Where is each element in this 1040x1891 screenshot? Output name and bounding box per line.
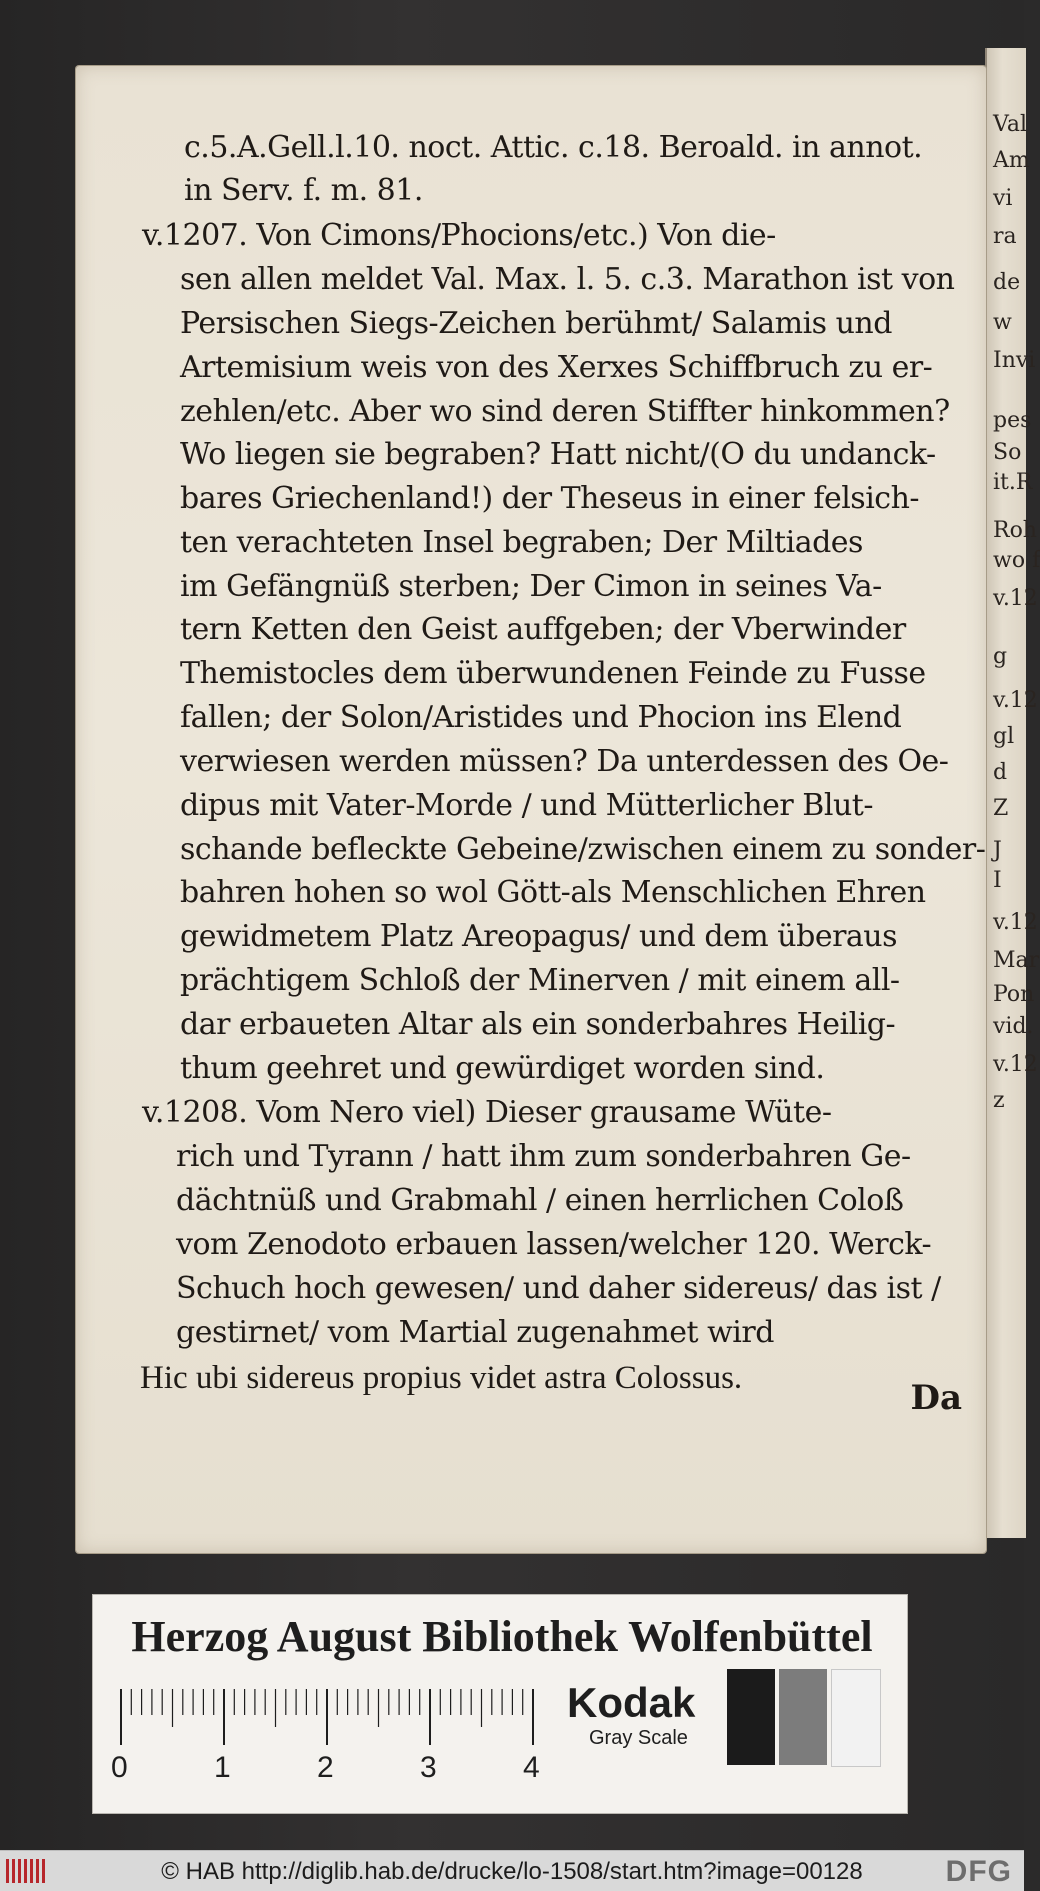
text-line: dächtnüß und Grabmahl / einen herrlichen Coloß	[176, 1183, 904, 1218]
ruler-label: 1	[214, 1751, 231, 1784]
library-title: Herzog August Bibliothek Wolfenbüttel	[131, 1612, 873, 1661]
text-line: Themistocles dem überwundenen Feinde zu Fusse	[180, 656, 926, 691]
text-line: dipus mit Vater-Morde / und Mütterlicher Blut-	[180, 788, 873, 823]
ruler-label: 3	[420, 1751, 437, 1784]
next-page-fragment: it.R	[993, 470, 1033, 495]
text-line: ten verachteten Insel begraben; Der Miltiades	[180, 525, 863, 560]
next-page-fragment: Invi	[993, 348, 1036, 373]
catchword: Da	[910, 1378, 962, 1418]
text-line: v.1208. Vom Nero viel) Dieser grausame Wüte-	[142, 1095, 832, 1130]
text-line: v.1207. Von Cimons/Phocions/etc.) Von die-	[142, 218, 776, 253]
page-text	[76, 66, 986, 1553]
book-page	[76, 66, 986, 1553]
text-line: zehlen/etc. Aber wo sind deren Stiffter hinkommen?	[180, 394, 950, 429]
text-line: rich und Tyrann / hatt ihm zum sonderbahren Ge-	[176, 1139, 911, 1174]
text-line: Persischen Siegs-Zeichen berühmt/ Salamis und	[180, 306, 892, 341]
next-page-fragment: Roh	[993, 518, 1037, 543]
next-page-fragment: vid.	[993, 1014, 1034, 1039]
next-page-fragment: I	[993, 868, 1002, 893]
footer-copyright-link[interactable]: © HAB http://diglib.hab.de/drucke/lo-1508/start.htm?image=00128	[161, 1858, 863, 1885]
next-page-fragment: d	[993, 760, 1008, 785]
dfg-logo: DFG	[945, 1855, 1012, 1888]
next-page-fragment: ra	[993, 224, 1017, 249]
next-page-fragment: Z	[993, 796, 1009, 821]
next-page-fragment: wo f	[993, 548, 1040, 573]
text-line: Artemisium weis von des Xerxes Schiffbruch zu er-	[180, 350, 933, 385]
next-page-fragment: g	[993, 644, 1008, 669]
text-line: c.5.A.Gell.l.10. noct. Attic. c.18. Beroald. in annot.	[184, 130, 923, 165]
text-line: Wo liegen sie begraben? Hatt nicht/(O du undanck-	[180, 437, 936, 472]
next-page-fragment: v.12	[993, 688, 1038, 713]
ruler-label: 0	[111, 1751, 128, 1784]
text-line: tern Ketten den Geist auffgeben; der Vberwinder	[180, 612, 906, 647]
next-page-fragment: gl	[993, 724, 1015, 749]
text-line: schande befleckte Gebeine/zwischen einem zu sonder-	[180, 832, 986, 867]
next-page-fragment: v.12	[993, 586, 1038, 611]
next-page-fragment: v.12	[993, 910, 1038, 935]
text-line: verwiesen werden müssen? Da unterdessen des Oe-	[180, 744, 949, 779]
footer-bar	[0, 1850, 1024, 1891]
next-page-strip	[985, 48, 1040, 1538]
next-page-fragment: Am	[993, 148, 1030, 173]
text-line: prächtigem Schloß der Minerven / mit einem all-	[180, 963, 900, 998]
ruler-label: 4	[523, 1751, 540, 1784]
text-line: bahren hohen so wol Gött-als Menschlichen Ehren	[180, 875, 926, 910]
next-page-fragment: Mar	[993, 948, 1040, 973]
text-line: bares Griechenland!) der Theseus in einer felsich-	[180, 481, 920, 516]
text-line: gewidmetem Platz Areopagus/ und dem überaus	[180, 919, 898, 954]
text-line: gestirnet/ vom Martial zugenahmet wird	[176, 1315, 774, 1350]
kodak-logo: Kodak	[567, 1679, 696, 1726]
text-line: Schuch hoch gewesen/ und daher sidereus/ das ist /	[176, 1271, 941, 1306]
next-page-fragment: de	[993, 270, 1021, 295]
next-page-fragment: v.12	[993, 1052, 1038, 1077]
text-line: dar erbaueten Altar als ein sonderbahres Heilig-	[180, 1007, 896, 1042]
gray-scale-label: Gray Scale	[589, 1727, 688, 1749]
next-page-fragment: w	[993, 310, 1012, 335]
next-page-fragment: vi	[993, 186, 1013, 211]
text-line: thum geehret und gewürdiget worden sind.	[180, 1051, 825, 1086]
next-page-fragment: pes	[993, 408, 1032, 433]
gray-swatch	[779, 1669, 827, 1765]
next-page-fragment: Val	[993, 112, 1028, 137]
next-page-fragment: z	[993, 1088, 1005, 1113]
next-page-fragment: Pon	[993, 982, 1035, 1007]
text-line: in Serv. f. m. 81.	[184, 173, 423, 208]
gray-swatch	[727, 1669, 775, 1765]
text-line: fallen; der Solon/Aristides und Phocion ins Elend	[180, 700, 902, 735]
next-page-fragment: So	[993, 440, 1022, 465]
text-line: vom Zenodoto erbauen lassen/welcher 120. Werck-	[176, 1227, 932, 1262]
gray-swatch	[831, 1669, 881, 1767]
next-page-fragment: J	[993, 838, 1002, 863]
text-line: sen allen meldet Val. Max. l. 5. c.3. Marathon ist von	[180, 262, 955, 297]
text-line: Hic ubi sidereus propius videt astra Colossus.	[140, 1360, 743, 1396]
ruler-label: 2	[317, 1751, 334, 1784]
text-line: im Gefängnüß sterben; Der Cimon in seines Va-	[180, 569, 882, 604]
color-target-card	[92, 1594, 908, 1814]
